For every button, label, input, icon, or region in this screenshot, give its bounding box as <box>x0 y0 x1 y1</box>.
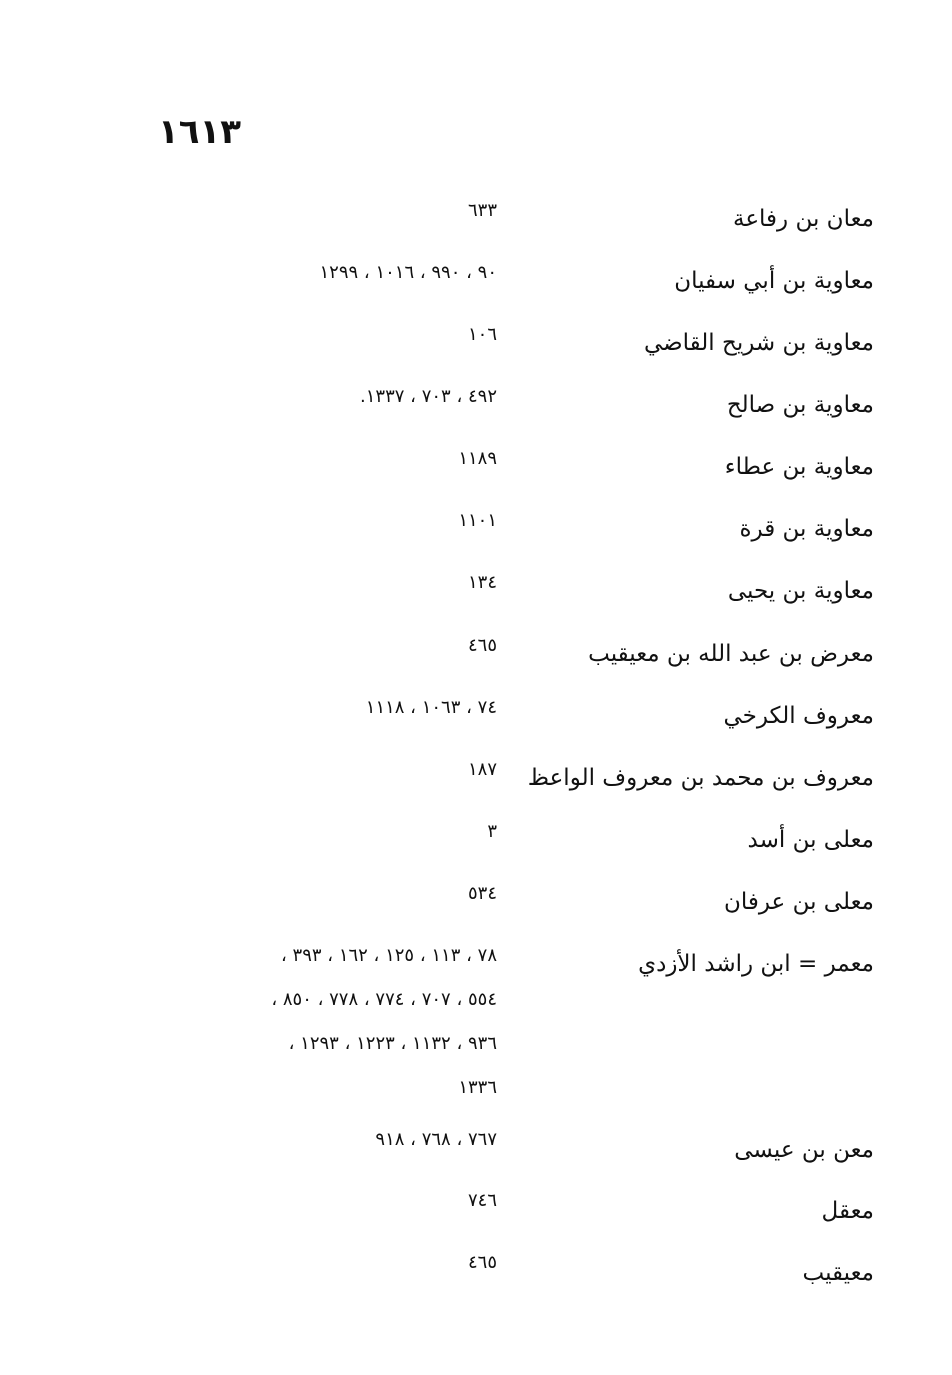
page-refs: ٩٠ ، ٩٩٠ ، ١٠١٦ ، ١٢٩٩ <box>319 262 497 283</box>
entry-name: معلى بن عرفان <box>723 889 874 915</box>
entry-name: معلى بن أسد <box>747 827 874 853</box>
page-refs: ٧٦٧ ، ٧٦٨ ، ٩١٨ <box>375 1129 497 1150</box>
page-number: ١٦١٣ <box>158 112 242 152</box>
page-refs: ١٨٧ <box>467 759 497 780</box>
page-refs: ٦٣٣ <box>467 200 497 221</box>
page-refs: ٤٦٥ <box>467 1252 497 1273</box>
page-refs: ٥٥٤ ، ٧٠٧ ، ٧٧٤ ، ٧٧٨ ، ٨٥٠ ، <box>271 989 497 1010</box>
entry-name: معاوية بن عطاء <box>724 454 874 480</box>
page-refs: ١٣٣٦ <box>458 1077 497 1098</box>
entry-pages <box>157 759 497 803</box>
page-refs: ٣ <box>487 821 497 842</box>
entry-pages <box>157 386 497 430</box>
entry-name: معن بن عيسى <box>734 1137 874 1163</box>
entry-pages <box>157 883 497 927</box>
page-refs: ١١٨٩ <box>458 448 497 469</box>
page-refs: ٤٩٢ ، ٧٠٣ ، ١٣٣٧. <box>360 386 497 407</box>
entry-pages <box>157 1129 497 1173</box>
entry-pages <box>157 200 497 244</box>
entry-name: معروف الكرخي <box>723 703 874 729</box>
entry-name: معقل <box>821 1198 874 1224</box>
entry-pages <box>157 635 497 679</box>
entry-pages <box>157 262 497 306</box>
page-refs: ٧٤٦ <box>467 1190 497 1211</box>
page-refs: ٩٣٦ ، ١١٣٢ ، ١٢٢٣ ، ١٢٩٣ ، <box>288 1033 497 1054</box>
page-refs: ١٣٤ <box>467 572 497 593</box>
entry-name: معاوية بن شريح القاضي <box>643 330 874 356</box>
entry-pages <box>157 572 497 616</box>
entry-name: معرض بن عبد الله بن معيقيب <box>588 641 874 667</box>
page-refs: ١٠٦ <box>467 324 497 345</box>
page-refs: ١١٠١ <box>458 510 497 531</box>
entry-pages <box>157 448 497 492</box>
page-refs: ٧٨ ، ١١٣ ، ١٢٥ ، ١٦٢ ، ٣٩٣ ، <box>281 945 497 966</box>
entry-name: معاوية بن يحيى <box>727 578 874 604</box>
page-refs: ٤٦٥ <box>467 635 497 656</box>
entry-name: معيقيب <box>802 1260 874 1286</box>
entry-name: معروف بن محمد بن معروف الواعظ <box>527 765 874 791</box>
entry-pages <box>157 324 497 368</box>
entry-pages <box>157 821 497 865</box>
page-refs: ٧٤ ، ١٠٦٣ ، ١١١٨ <box>365 697 497 718</box>
entry-name: معاوية بن أبي سفيان <box>674 268 874 294</box>
page-refs: ٥٣٤ <box>467 883 497 904</box>
entry-pages <box>157 510 497 554</box>
entry-pages <box>157 697 497 741</box>
entry-name: معمر = ابن راشد الأزدي <box>638 951 874 977</box>
entry-name: معاوية بن قرة <box>739 516 874 542</box>
entry-pages <box>157 945 497 1121</box>
entry-pages <box>157 1190 497 1234</box>
entry-name: معان بن رفاعة <box>732 206 874 232</box>
entry-pages <box>157 1252 497 1296</box>
entry-name: معاوية بن صالح <box>726 392 874 418</box>
